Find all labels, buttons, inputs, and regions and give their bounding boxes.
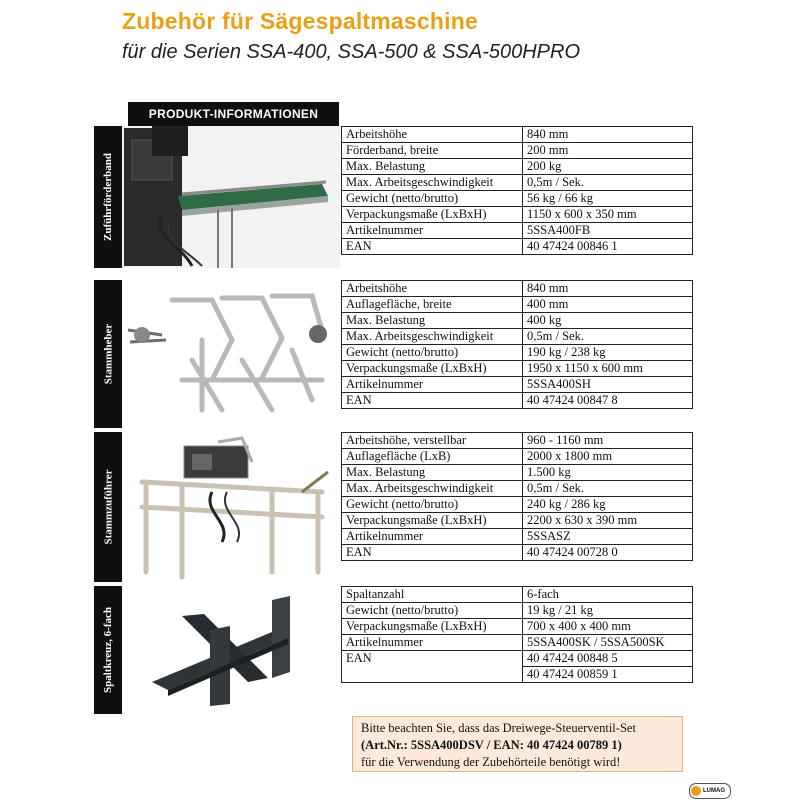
table-row: 40 47424 00859 1	[342, 667, 693, 683]
product-info-header: PRODUKT-INFORMATIONEN	[128, 102, 339, 126]
splitting-cross-illustration	[122, 586, 340, 714]
table-row: Gewicht (netto/brutto) 240 kg / 286 kg	[342, 497, 693, 513]
table-row: Gewicht (netto/brutto) 190 kg / 238 kg	[342, 345, 693, 361]
table-row: Artikelnummer 5SSA400FB	[342, 223, 693, 239]
notice-line: Bitte beachten Sie, dass das Dreiwege-Steuerventil-Set	[361, 721, 636, 735]
side-label-stammzufuehrer	[94, 432, 122, 582]
table-row: Auflagefläche, breite 400 mm	[342, 297, 693, 313]
table-row: EAN 40 47424 00728 0	[342, 545, 693, 561]
log-lifter-illustration	[122, 280, 340, 428]
image-stammzufuehrer	[122, 432, 340, 582]
table-row: Verpackungsmaße (LxBxH) 700 x 400 x 400 mm	[342, 619, 693, 635]
side-label-text: Stammzuführer	[102, 469, 114, 545]
image-zufuehrfoerderband	[122, 126, 340, 268]
spec-table-zufuehrfoerderband	[341, 126, 693, 255]
table-row: Verpackungsmaße (LxBxH) 1950 x 1150 x 600 mm	[342, 361, 693, 377]
notice-box	[352, 716, 683, 772]
table-row: Arbeitshöhe, verstellbar 960 - 1160 mm	[342, 433, 693, 449]
side-label-text: Spaltkreuz, 6-fach	[102, 607, 114, 693]
table-row: Artikelnummer 5SSA400SK / 5SSA500SK	[342, 635, 693, 651]
table-row: Max. Arbeitsgeschwindigkeit 0,5m / Sek.	[342, 481, 693, 497]
side-label-text: Zuführförderband	[102, 152, 114, 242]
table-row: Gewicht (netto/brutto) 56 kg / 66 kg	[342, 191, 693, 207]
table-row: Artikelnummer 5SSA400SH	[342, 377, 693, 393]
image-spaltkreuz	[122, 586, 340, 714]
brand-logo	[689, 783, 731, 799]
image-stammheber	[122, 280, 340, 428]
notice-line: für die Verwendung der Zubehörteile benötigt wird!	[361, 755, 621, 769]
conveyor-illustration	[122, 126, 340, 268]
notice-article-line: (Art.Nr.: 5SSA400DSV / EAN: 40 47424 00789 1)	[361, 738, 622, 752]
side-label-zufuehrfoerderband	[94, 126, 122, 268]
table-row: Max. Belastung 400 kg	[342, 313, 693, 329]
spec-table-spaltkreuz	[341, 586, 693, 683]
table-row: EAN 40 47424 00847 8	[342, 393, 693, 409]
table-row: Arbeitshöhe 840 mm	[342, 281, 693, 297]
table-row: Auflagefläche (LxB) 2000 x 1800 mm	[342, 449, 693, 465]
table-row: EAN 40 47424 00846 1	[342, 239, 693, 255]
table-row: Arbeitshöhe 840 mm	[342, 127, 693, 143]
table-row: Max. Arbeitsgeschwindigkeit 0,5m / Sek.	[342, 175, 693, 191]
table-row: Gewicht (netto/brutto) 19 kg / 21 kg	[342, 603, 693, 619]
spec-table-stammheber	[341, 280, 693, 409]
table-row: Max. Belastung 1.500 kg	[342, 465, 693, 481]
side-label-text: Stammheber	[102, 323, 114, 385]
table-row: Max. Arbeitsgeschwindigkeit 0,5m / Sek.	[342, 329, 693, 345]
page-title: Zubehör für Sägespaltmaschine	[122, 8, 478, 34]
table-row: Verpackungsmaße (LxBxH) 2200 x 630 x 390 mm	[342, 513, 693, 529]
log-feeder-illustration	[122, 432, 340, 582]
logo-text: LUMAG	[703, 788, 725, 794]
table-row: Spaltanzahl 6-fach	[342, 587, 693, 603]
side-label-stammheber	[94, 280, 122, 428]
table-row: Artikelnummer 5SSASZ	[342, 529, 693, 545]
logo-dot-icon	[691, 786, 701, 796]
page-subtitle: für die Serien SSA-400, SSA-500 & SSA-500HPRO	[122, 41, 581, 63]
table-row: Max. Belastung 200 kg	[342, 159, 693, 175]
table-row: Förderband, breite 200 mm	[342, 143, 693, 159]
side-label-spaltkreuz	[94, 586, 122, 714]
spec-table-stammzufuehrer	[341, 432, 693, 561]
table-row: Verpackungsmaße (LxBxH) 1150 x 600 x 350 mm	[342, 207, 693, 223]
table-row: EAN 40 47424 00848 5	[342, 651, 693, 667]
